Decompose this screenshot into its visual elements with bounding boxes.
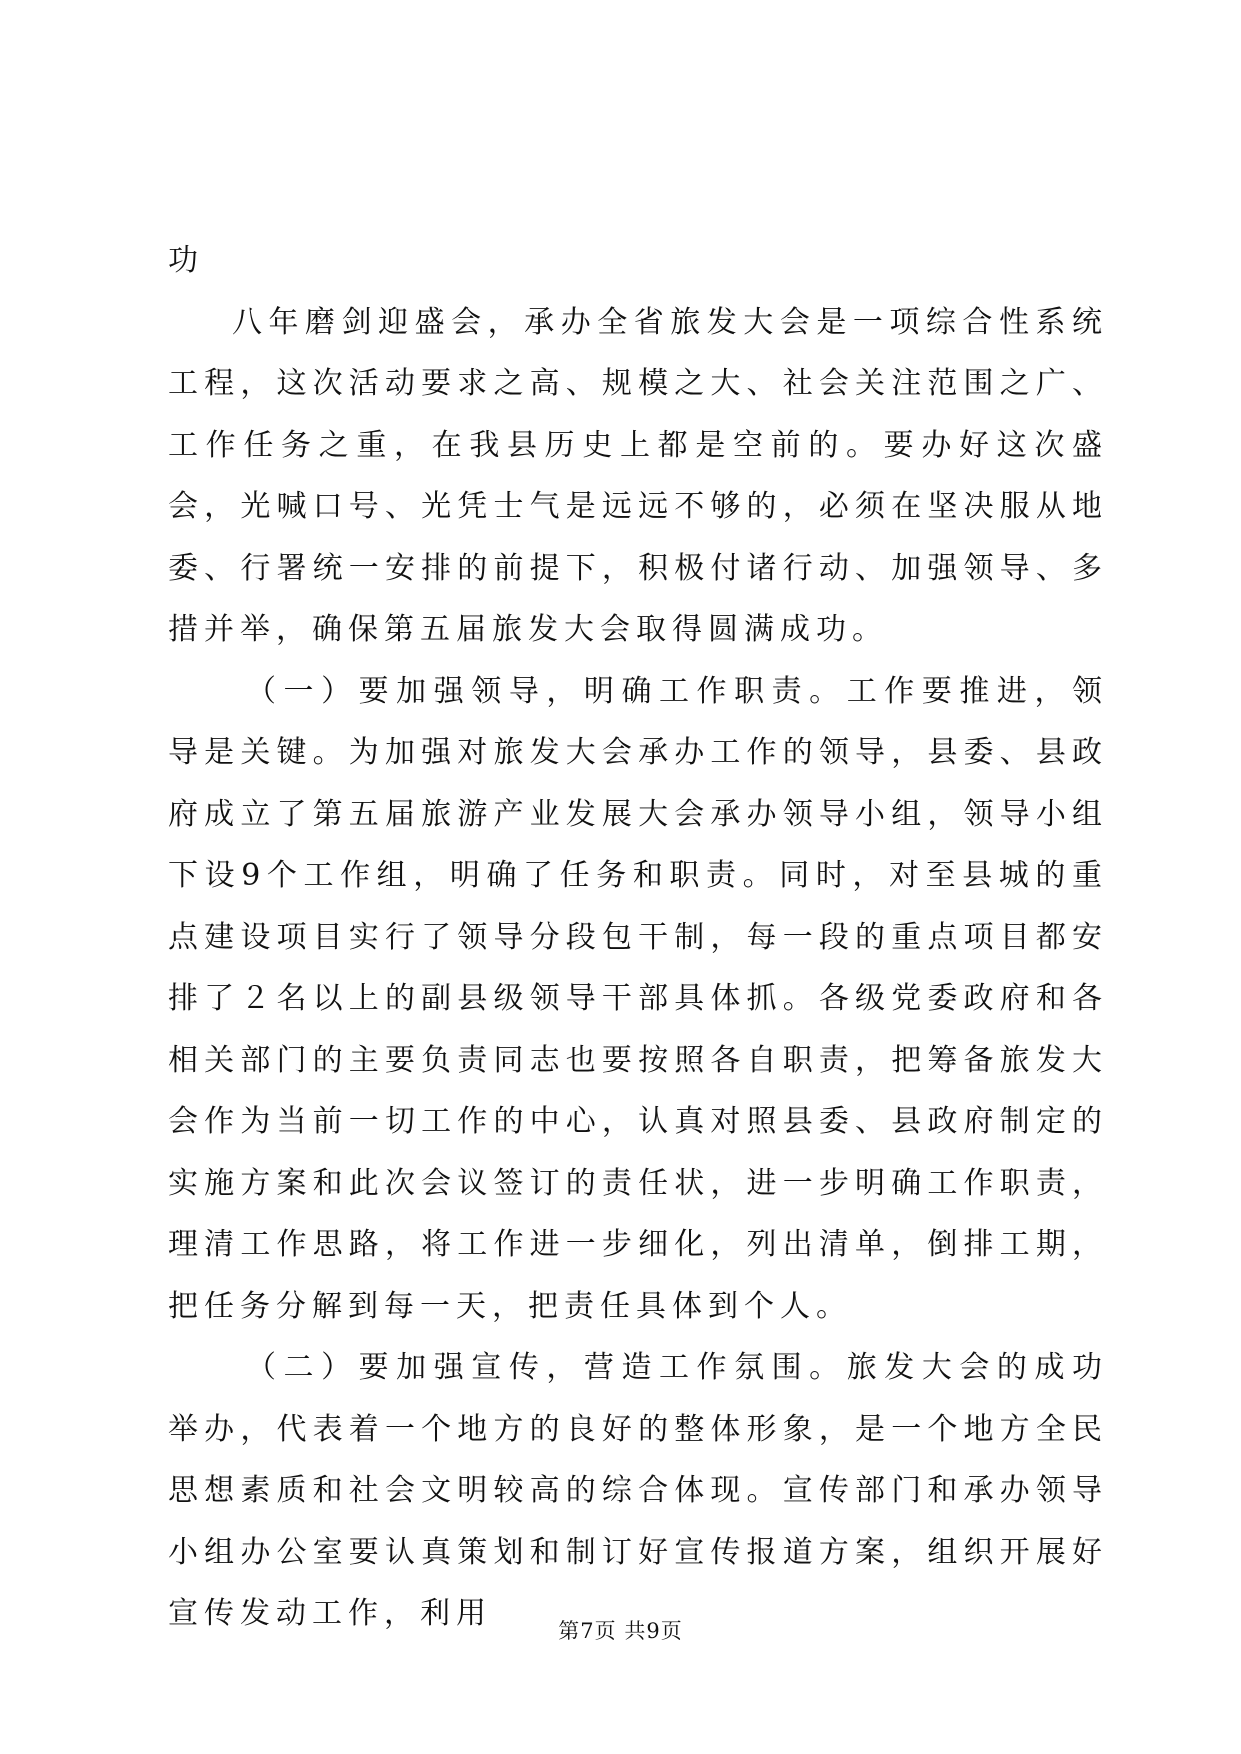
- paragraph-section-one: （一）要加强领导，明确工作职责。工作要推进，领导是关键。为加强对旅发大会承办工作的领导，县委、县政府成立了第五届旅游产业发展大会承办领导小组，领导小组下设9个工作组，明确了任务和职责。同时，对至县城的重点建设项目实行了领导分段包干制，每一段的重点项目都安排了２名以上的副县级领导干部具体抓。各级党委政府和各相关部门的主要负责同志也要按照各自职责，把筹备旅发大会作为当前一切工作的中心，认真对照县委、县政府制定的实施方案和此次会议签订的责任状，进一步明确工作职责，理清工作思路，将工作进一步细化，列出清单，倒排工期，把任务分解到每一天，把责任具体到个人。: [168, 673, 1108, 1324]
- paragraph-section-two: （二）要加强宣传，营造工作氛围。旅发大会的成功举办，代表着一个地方的良好的整体形象，是一个地方全民思想素质和社会文明较高的综合体现。宣传部门和承办领导小组办公室要认真策划和制订好宣传报道方案，组织开展好宣传发动工作，利用: [168, 1350, 1108, 1631]
- paragraph-continuation: 功: [168, 243, 204, 278]
- page-number-footer: 第7页 共9页: [558, 1619, 683, 1643]
- document-body: [168, 230, 1108, 1645]
- paragraph-intro: 八年磨剑迎盛会，承办全省旅发大会是一项综合性系统工程，这次活动要求之高、规模之大、社会关注范围之广、工作任务之重，在我县历史上都是空前的。要办好这次盛会，光喊口号、光凭士气是远远不够的，必须在坚决服从地委、行署统一安排的前提下，积极付诸行动、加强领导、多措并举，确保第五届旅发大会取得圆满成功。: [168, 304, 1108, 647]
